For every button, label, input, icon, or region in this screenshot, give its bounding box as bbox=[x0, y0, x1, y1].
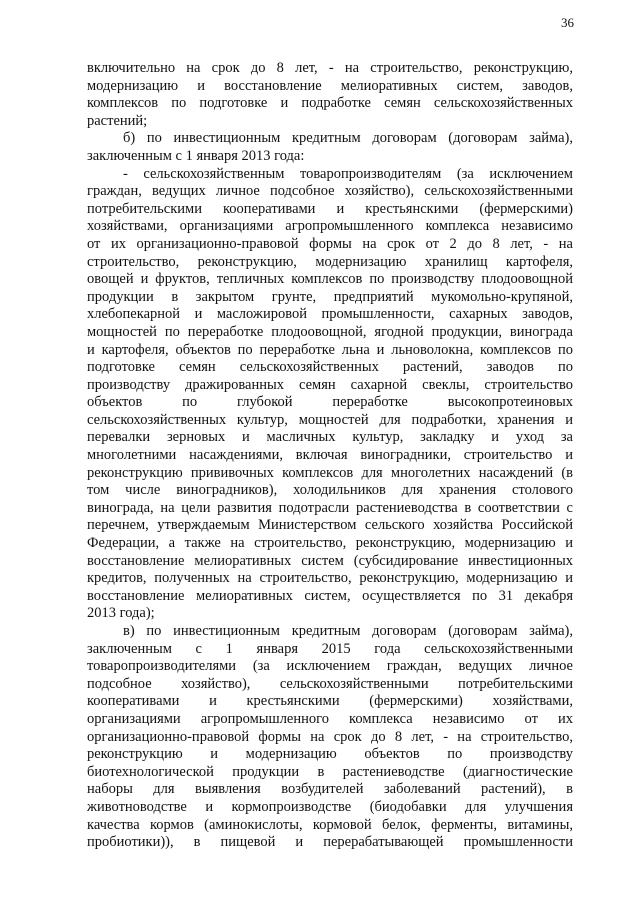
text-line: 2013 года); bbox=[87, 605, 155, 622]
text-line: комплексов по подготовке и подработке семян сельскохозяйственных bbox=[87, 95, 573, 112]
text-line: в) по инвестиционным кредитным договорам (договорам займа), bbox=[123, 623, 573, 639]
text-line: подсобное хозяйство), сельскохозяйственными потребительскими bbox=[87, 675, 573, 692]
text-line: б) по инвестиционным кредитным договорам (договорам займа), bbox=[123, 130, 573, 147]
text-line: реконструкцию и модернизацию объектов по производству bbox=[87, 746, 573, 763]
text-line: винограда, на цели развития подотрасли растениеводства в соответствии с bbox=[87, 499, 573, 516]
text-line: овощей и фруктов, тепличных комплексов по производству плодоовощной bbox=[87, 271, 573, 288]
text-line: подготовке семян сельскохозяйственных растений, заводов по bbox=[87, 359, 573, 376]
text-line: реконструкцию прививочных комплексов для многолетних насаждений (в bbox=[87, 464, 573, 481]
text-line: перевалки зерновых и масличных культур, закладку и уход за bbox=[87, 429, 573, 446]
text-line: пробиотики)), в пищевой и перерабатывающей промышленности bbox=[87, 834, 573, 851]
page-number: 36 bbox=[561, 15, 574, 30]
text-line: сельскохозяйственных культур, мощностей для подработки, хранения и bbox=[87, 411, 573, 428]
text-line: том числе виноградников), холодильников для хранения столового bbox=[87, 482, 573, 499]
text-line: наборы для выявления возбудителей заболеваний растений), в bbox=[87, 781, 573, 798]
text-line: заключенным с 1 января 2013 года: bbox=[87, 147, 305, 164]
text-line: - сельскохозяйственным товаропроизводителям (за исключением bbox=[123, 165, 573, 182]
text-line: перечнем, утверждаемым Министерством сельского хозяйства Российской bbox=[87, 517, 573, 534]
text-line: модернизацию и восстановление мелиоративных систем, заводов, bbox=[87, 77, 573, 94]
text-line: заключенным с 1 января 2015 года сельскохозяйственными bbox=[87, 640, 573, 657]
text-line: от их организационно-правовой формы на срок от 2 до 8 лет, - на bbox=[87, 235, 573, 252]
text-line: граждан, ведущих личное подсобное хозяйство), сельскохозяйственными bbox=[87, 183, 573, 200]
text-line: организациями агропромышленного комплекса независимо от их bbox=[87, 710, 573, 727]
text-line: потребительскими кооперативами и крестьянскими (фермерскими) bbox=[87, 200, 573, 217]
text-line: качества кормов (аминокислоты, кормовой белок, ферменты, витамины, bbox=[87, 816, 573, 833]
text-line: кредитов, полученных на строительство, реконструкцию, модернизацию и bbox=[87, 570, 573, 587]
text-line: хлебопекарной и масложировой промышленности, сахарных заводов, bbox=[87, 306, 573, 323]
text-line: восстановление мелиоративных систем, осуществляется по 31 декабря bbox=[87, 587, 573, 604]
text-line: животноводстве и кормопроизводстве (биодобавки для улучшения bbox=[87, 798, 573, 815]
text-line: биотехнологической продукции в растениеводстве (диагностические bbox=[87, 763, 573, 780]
text-line: кооперативами и крестьянскими (фермерскими) хозяйствами, bbox=[87, 693, 573, 710]
text-line: многолетними насаждениями, включая виноградники, строительство и bbox=[87, 447, 573, 464]
text-line: включительно на срок до 8 лет, - на строительство, реконструкцию, bbox=[87, 60, 573, 76]
text-line: растений; bbox=[87, 112, 148, 129]
text-line: строительство, реконструкцию, модернизацию хранилищ картофеля, bbox=[87, 253, 573, 270]
text-line: организационно-правовой формы на срок до 8 лет, - на строительство, bbox=[87, 728, 573, 745]
text-line: хозяйствами, организациями агропромышленного комплекса независимо bbox=[87, 218, 573, 235]
text-line: продукции в закрытом грунте, предприятий мукомольно-крупяной, bbox=[87, 288, 573, 305]
text-line: товаропроизводителями (за исключением граждан, ведущих личное bbox=[87, 658, 573, 675]
text-line: Федерации, а также на строительство, реконструкцию, модернизацию и bbox=[87, 535, 573, 552]
document-body bbox=[87, 60, 573, 852]
text-line: мощностей по переработке плодоовощной, ягодной продукции, винограда bbox=[87, 323, 573, 340]
text-line: и картофеля, объектов по переработке льна и льноволокна, комплексов по bbox=[87, 341, 573, 358]
text-line: объектов по глубокой переработке высокопротеиновых bbox=[87, 394, 573, 411]
text-line: восстановление мелиоративных систем (субсидирование инвестиционных bbox=[87, 552, 573, 569]
text-line: производству дражированных семян сахарной свеклы, строительство bbox=[87, 376, 573, 393]
